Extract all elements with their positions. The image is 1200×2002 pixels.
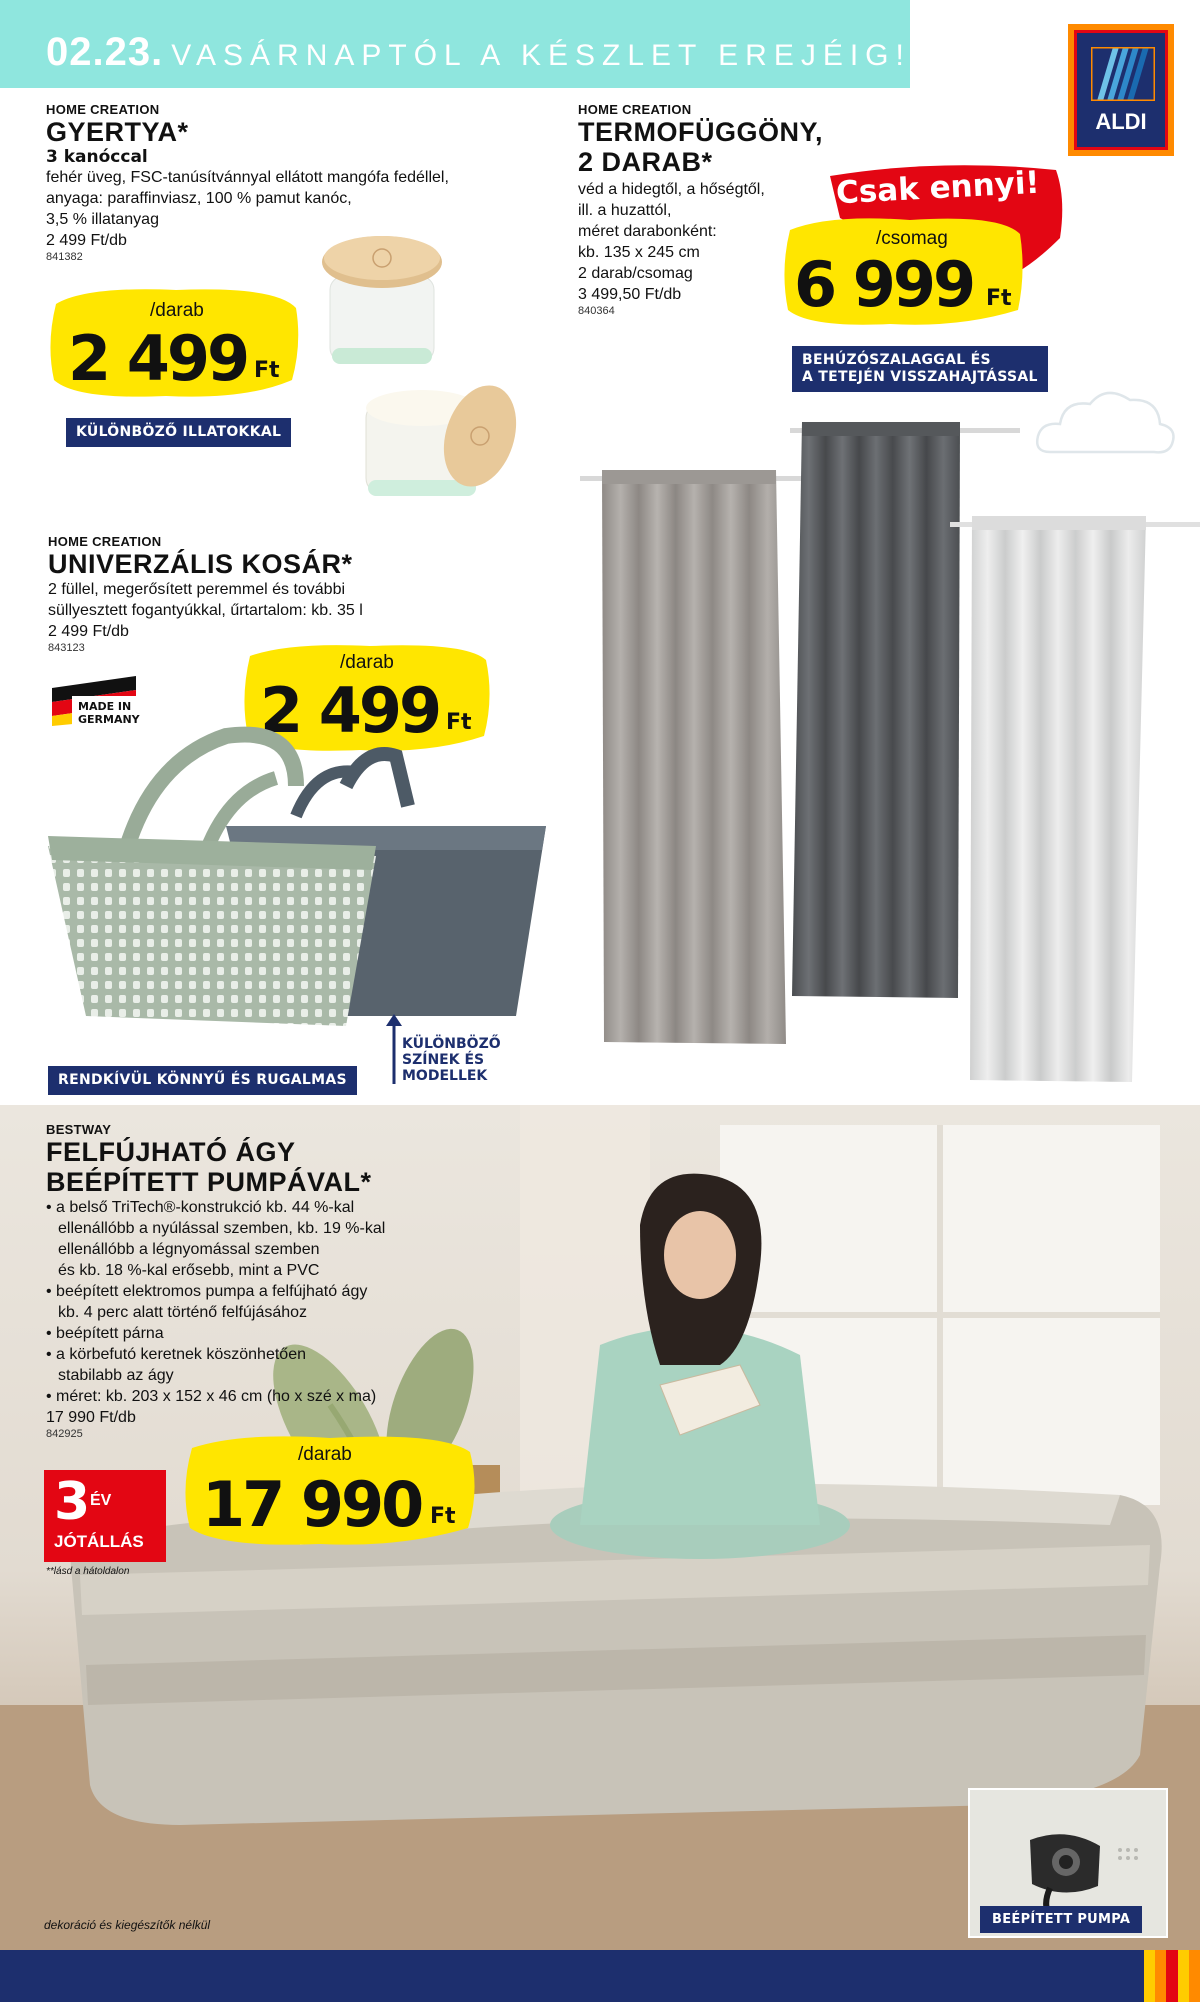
made-in-line: GERMANY bbox=[78, 713, 140, 726]
bed-feature-line: ellenállóbb a légnyomással szemben bbox=[58, 1241, 320, 1258]
curtain-brand: HOME CREATION bbox=[578, 102, 692, 117]
decoration-note: dekoráció és kiegészítők nélkül bbox=[44, 1918, 211, 1932]
candle-jar-closed-image bbox=[318, 232, 446, 368]
basket-feature-label: RENDKÍVÜL KÖNNYŰ ÉS RUGALMAS bbox=[48, 1066, 357, 1095]
bed-currency: Ft bbox=[430, 1504, 456, 1529]
bed-feature-line: • a belső TriTech®-konstrukció kb. 44 %-kal bbox=[46, 1199, 355, 1216]
footer-stripe bbox=[1178, 1950, 1189, 2002]
promo-text: Csak ennyi! bbox=[835, 164, 1041, 212]
header-tagline: VASÁRNAPTÓL A KÉSZLET EREJÉIG! bbox=[171, 39, 911, 72]
curtain-price: 6 999 bbox=[794, 248, 974, 321]
bed-feature-line: • beépített elektromos pumpa a felfújható ágy bbox=[46, 1283, 368, 1300]
candle-price-badge bbox=[46, 284, 302, 402]
footer-stripe bbox=[1189, 1950, 1200, 2002]
bed-feature-line: 17 990 Ft/db bbox=[46, 1409, 136, 1426]
pump-label: BEÉPÍTETT PUMPA bbox=[980, 1906, 1142, 1933]
footer-stripe bbox=[1166, 1950, 1177, 2002]
basket-brand: HOME CREATION bbox=[48, 534, 162, 549]
bed-title-line1: FELFÚJHATÓ ÁGY bbox=[46, 1137, 296, 1167]
warranty-year-label: ÉV bbox=[90, 1492, 112, 1509]
warranty-label: JÓTÁLLÁS bbox=[54, 1532, 144, 1551]
basket-currency: Ft bbox=[446, 710, 472, 735]
candle-desc-line: fehér üveg, FSC-tanúsítvánnyal ellátott mangófa fedéllel, bbox=[46, 169, 449, 186]
candle-brand: HOME CREATION bbox=[46, 102, 160, 117]
bed-feature-line: ellenállóbb a nyúlással szemben, kb. 19 %-kal bbox=[58, 1220, 386, 1237]
curtain-title-line2: 2 DARAB* bbox=[578, 147, 713, 177]
basket-desc-line: 2 499 Ft/db bbox=[48, 623, 129, 640]
footer-stripe bbox=[1144, 1950, 1155, 2002]
bed-code: 842925 bbox=[46, 1428, 83, 1440]
bed-feature-line: stabilabb az ágy bbox=[58, 1367, 174, 1384]
candle-title: GYERTYA* bbox=[46, 117, 189, 147]
bed-feature-list bbox=[46, 1197, 466, 1428]
curtain-price-unit: /csomag bbox=[876, 228, 948, 249]
bed-feature-line: • a körbefutó keretnek köszönhetően bbox=[46, 1346, 306, 1363]
footer-bar bbox=[0, 1950, 1200, 2002]
made-in-germany-badge bbox=[52, 676, 142, 726]
made-in-line: MADE IN bbox=[78, 700, 132, 713]
basket-code: 843123 bbox=[48, 642, 85, 654]
colors-note-line: SZÍNEK ÉS bbox=[402, 1052, 485, 1068]
curtain-description bbox=[578, 179, 808, 305]
curtain-feature-label bbox=[792, 346, 1048, 392]
curtain-text-block bbox=[578, 102, 824, 317]
colors-note-line: KÜLÖNBÖZŐ bbox=[402, 1036, 501, 1052]
bed-price: 17 990 bbox=[202, 1468, 422, 1541]
curtain-label-line: A TETEJÉN VISSZAHAJTÁSSAL bbox=[802, 369, 1038, 385]
arrow-up-icon bbox=[386, 1014, 402, 1084]
curtain-title-line1: TERMOFÜGGÖNY, bbox=[578, 117, 824, 147]
aldi-logo-text: ALDI bbox=[1095, 109, 1147, 134]
curtain-desc-line: 3 499,50 Ft/db bbox=[578, 286, 682, 303]
candle-desc-line: 3,5 % illatanyag bbox=[46, 211, 159, 228]
candle-currency: Ft bbox=[254, 358, 280, 383]
curtain-price-badge bbox=[780, 212, 1026, 330]
candle-subtitle: 3 kanóccal bbox=[46, 147, 148, 167]
candle-code: 841382 bbox=[46, 251, 83, 263]
candle-text-block bbox=[46, 102, 526, 263]
bed-feature-line: • beépített párna bbox=[46, 1325, 164, 1342]
footer-stripe bbox=[1155, 1950, 1166, 2002]
bed-feature-line: kb. 4 perc alatt történő felfújásához bbox=[58, 1304, 308, 1321]
basket-price-unit: /darab bbox=[340, 652, 394, 673]
baskets-image bbox=[46, 726, 566, 1056]
header-text bbox=[46, 30, 911, 75]
warranty-note: **lásd a hátoldalon bbox=[46, 1566, 130, 1577]
candle-desc-line: 2 499 Ft/db bbox=[46, 232, 127, 249]
basket-description bbox=[48, 579, 468, 642]
curtain-desc-line: kb. 135 x 245 cm bbox=[578, 244, 700, 261]
bed-brand: BESTWAY bbox=[46, 1122, 112, 1137]
candle-price-unit: /darab bbox=[150, 300, 204, 321]
candle-scent-label: KÜLÖNBÖZŐ ILLATOKKAL bbox=[66, 418, 291, 447]
curtain-label-line: BEHÚZÓSZALAGGAL ÉS bbox=[802, 352, 991, 368]
candle-jar-open-image bbox=[362, 382, 522, 502]
basket-colors-note bbox=[402, 1036, 501, 1084]
aldi-stripes-icon bbox=[1091, 47, 1155, 101]
curtain-currency: Ft bbox=[986, 286, 1012, 311]
made-in-text bbox=[78, 700, 140, 726]
warranty-badge bbox=[44, 1470, 166, 1562]
pump-inset-image bbox=[968, 1788, 1168, 1938]
basket-desc-line: 2 füllel, megerősített peremmel és további bbox=[48, 581, 346, 598]
bed-price-badge bbox=[180, 1430, 480, 1550]
footer-stripes bbox=[1144, 1950, 1200, 2002]
colors-note-line: MODELLEK bbox=[402, 1068, 488, 1084]
basket-price: 2 499 bbox=[260, 674, 440, 747]
candle-price: 2 499 bbox=[68, 322, 248, 395]
bed-feature-line: • méret: kb. 203 x 152 x 46 cm (ho x szé x ma) bbox=[46, 1388, 377, 1405]
bed-title-line2: BEÉPÍTETT PUMPÁVAL* bbox=[46, 1167, 372, 1197]
basket-desc-line: süllyesztett fogantyúkkal, űrtartalom: kb. 35 l bbox=[48, 602, 363, 619]
curtain-desc-line: méret darabonként: bbox=[578, 223, 717, 240]
aldi-logo bbox=[1068, 24, 1174, 156]
warranty-years: 3 bbox=[54, 1472, 91, 1532]
curtain-desc-line: ill. a huzattól, bbox=[578, 202, 672, 219]
basket-title: UNIVERZÁLIS KOSÁR* bbox=[48, 549, 353, 579]
candle-description bbox=[46, 167, 526, 251]
curtain-code: 840364 bbox=[578, 305, 615, 317]
basket-text-block bbox=[48, 534, 468, 654]
bed-feature-line: és kb. 18 %-kal erősebb, mint a PVC bbox=[58, 1262, 320, 1279]
header-date: 02.23. bbox=[46, 30, 164, 74]
curtain-desc-line: véd a hidegtől, a hőségtől, bbox=[578, 181, 765, 198]
candle-desc-line: anyaga: paraffinviasz, 100 % pamut kanóc, bbox=[46, 190, 352, 207]
bed-text-block bbox=[46, 1122, 466, 1440]
curtains-image bbox=[580, 414, 1200, 1094]
curtain-desc-line: 2 darab/csomag bbox=[578, 265, 693, 282]
bed-price-unit: /darab bbox=[298, 1444, 352, 1465]
